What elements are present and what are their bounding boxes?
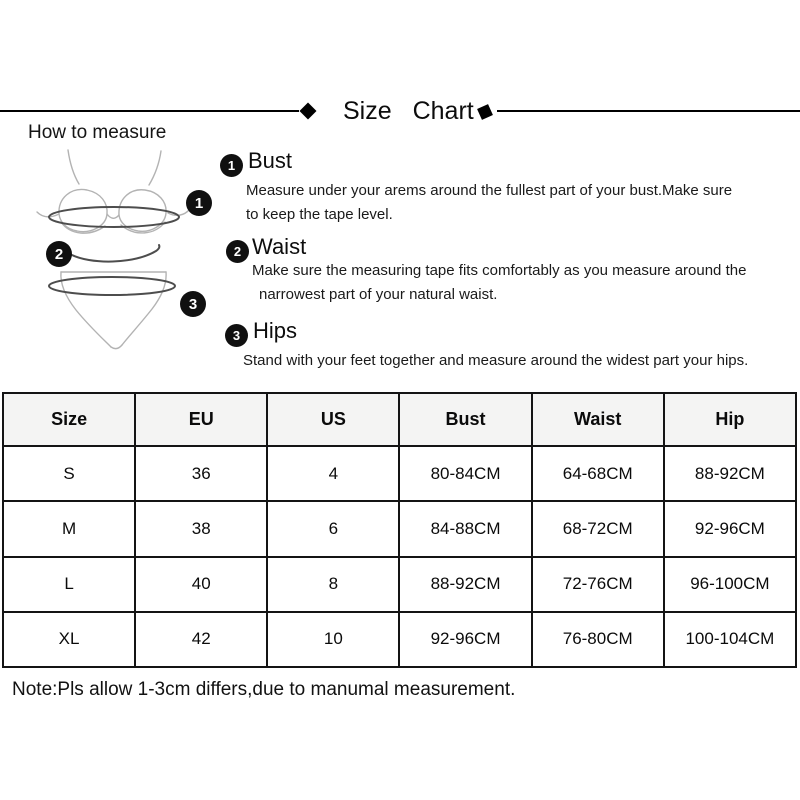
table-header-cell: Hip xyxy=(664,393,796,446)
measurement-note: Note:Pls allow 1-3cm differs,due to manumal measurement. xyxy=(12,679,516,700)
size-table xyxy=(2,392,797,668)
step-2-title: Waist xyxy=(252,234,307,259)
step-2-text-line: Make sure the measuring tape fits comfortably as you measure around the xyxy=(252,262,747,279)
step-2-text-line: narrowest part of your natural waist. xyxy=(259,286,498,303)
table-cell: 88-92CM xyxy=(399,557,531,612)
table-cell: 6 xyxy=(267,501,399,556)
page-title: Size Chart xyxy=(343,97,474,125)
bikini-measure-illustration xyxy=(15,142,215,357)
step-3-title: Hips xyxy=(253,318,298,343)
step-2-badge: 2 xyxy=(226,240,249,263)
table-header-cell: US xyxy=(267,393,399,446)
table-cell: 84-88CM xyxy=(399,501,531,556)
table-header-cell: Waist xyxy=(532,393,664,446)
table-cell: L xyxy=(3,557,135,612)
table-cell: 8 xyxy=(267,557,399,612)
figure-title: How to measure xyxy=(28,122,167,143)
step-1-title: Bust xyxy=(248,148,293,173)
table-cell: 92-96CM xyxy=(399,612,531,667)
table-cell: XL xyxy=(3,612,135,667)
table-cell: 76-80CM xyxy=(532,612,664,667)
diamond-icon xyxy=(477,104,493,120)
table-cell: 92-96CM xyxy=(664,501,796,556)
diamond-icon xyxy=(300,103,317,120)
table-cell: 64-68CM xyxy=(532,446,664,501)
table-row xyxy=(3,501,796,556)
table-cell: 10 xyxy=(267,612,399,667)
table-header-row xyxy=(3,393,796,446)
step-3-text-line: Stand with your feet together and measure around the widest part your hips. xyxy=(243,352,749,369)
table-cell: 36 xyxy=(135,446,267,501)
table-cell: M xyxy=(3,501,135,556)
step-1-text-line: to keep the tape level. xyxy=(246,206,393,223)
table-cell: 100-104CM xyxy=(664,612,796,667)
figure-bust-badge: 1 xyxy=(186,190,212,216)
table-cell: 4 xyxy=(267,446,399,501)
step-1-text-line: Measure under your arems around the fullest part of your bust.Make sure xyxy=(246,182,733,199)
table-row xyxy=(3,557,796,612)
table-cell: 40 xyxy=(135,557,267,612)
table-header-cell: EU xyxy=(135,393,267,446)
table-header-cell: Bust xyxy=(399,393,531,446)
table-cell: S xyxy=(3,446,135,501)
title-rule-left xyxy=(0,110,299,112)
step-3-badge: 3 xyxy=(225,324,248,347)
table-cell: 42 xyxy=(135,612,267,667)
table-header-cell: Size xyxy=(3,393,135,446)
table-cell: 72-76CM xyxy=(532,557,664,612)
table-cell: 96-100CM xyxy=(664,557,796,612)
figure-hips-badge: 3 xyxy=(180,291,206,317)
table-row xyxy=(3,612,796,667)
table-cell: 68-72CM xyxy=(532,501,664,556)
step-1-badge: 1 xyxy=(220,154,243,177)
table-cell: 80-84CM xyxy=(399,446,531,501)
title-rule-right xyxy=(497,110,800,112)
figure-waist-badge: 2 xyxy=(46,241,72,267)
table-cell: 38 xyxy=(135,501,267,556)
table-cell: 88-92CM xyxy=(664,446,796,501)
table-row xyxy=(3,446,796,501)
